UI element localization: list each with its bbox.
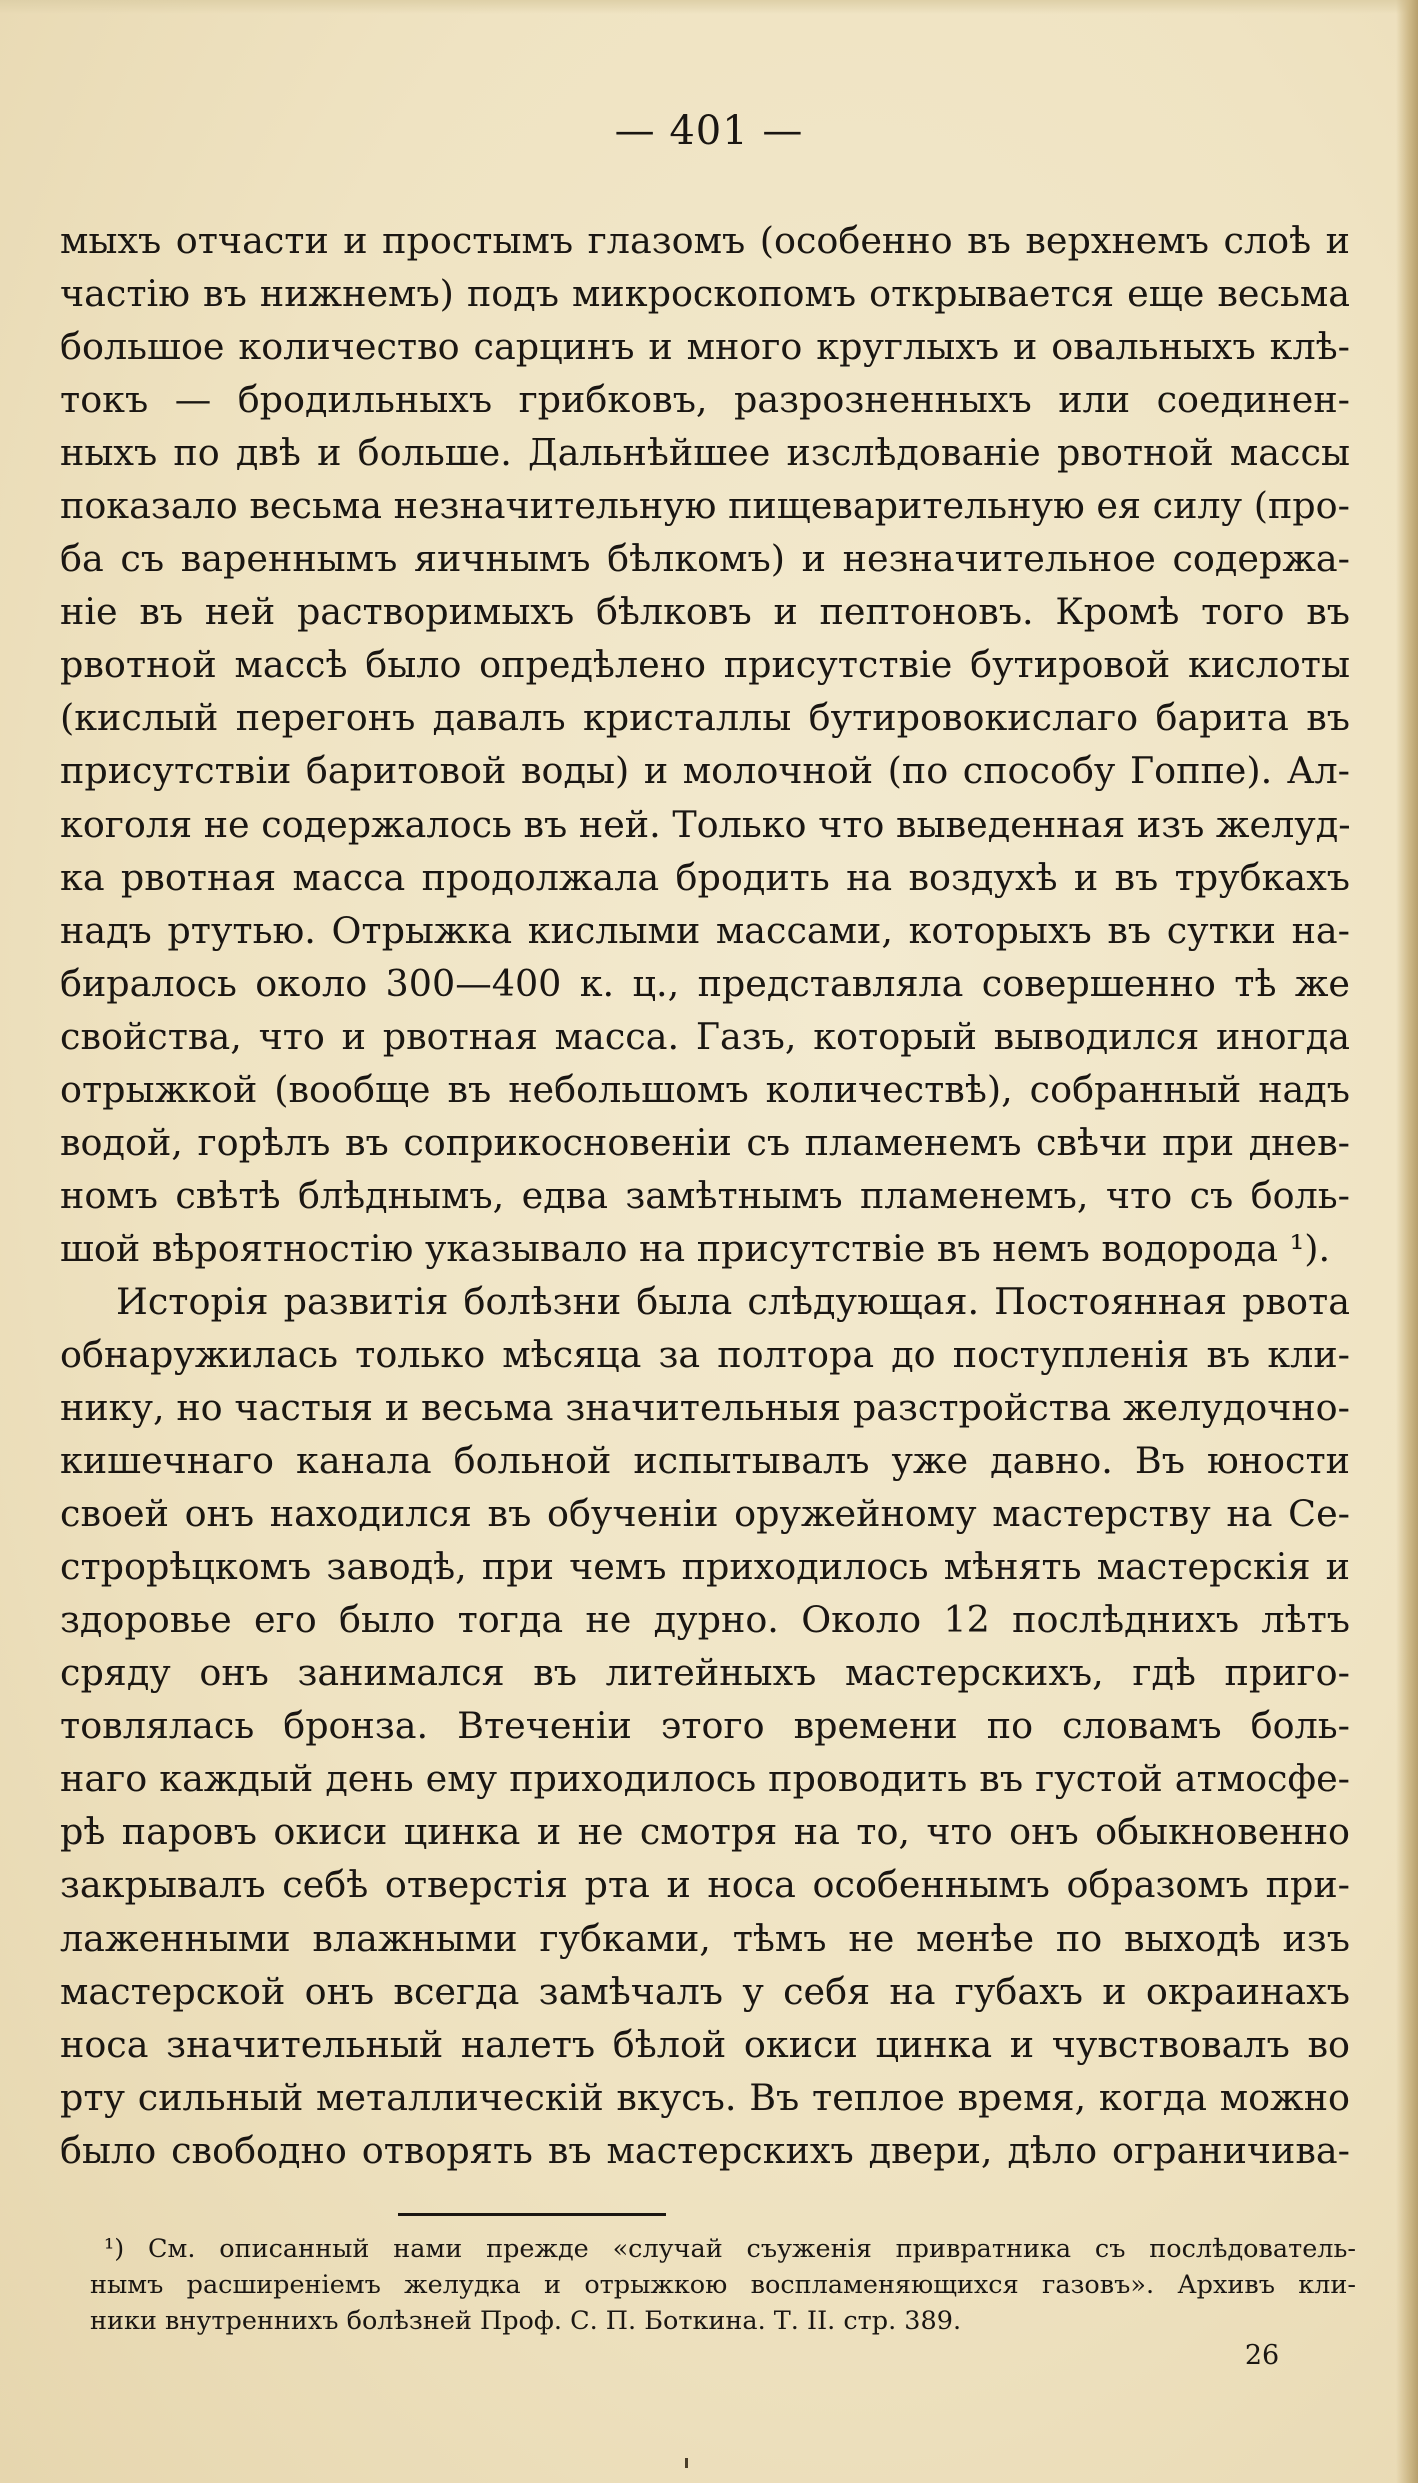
text-line: рѣ паровъ окиси цинка и не смотря на то, что онъ обыкновенно <box>60 1810 1350 1854</box>
footnote-line: ¹) См. описанный нами прежде «случай съуженія привратника съ послѣдователь- <box>104 2234 1356 2264</box>
text-line: лаженными влажными губками, тѣмъ не менѣе по выходѣ изъ <box>60 1916 1350 1960</box>
text-line: биралось около 300—400 к. ц., представляла совершенно тѣ же <box>60 961 1350 1005</box>
text-line: коголя не содержалось въ ней. Только что выведенная изъ желуд- <box>60 802 1351 846</box>
text-line: присутствіи баритовой воды) и молочной (по способу Гоппе). Ал- <box>60 749 1350 793</box>
text-line: свойства, что и рвотная масса. Газъ, который выводился иногда <box>60 1014 1350 1058</box>
text-line: товлялась бронза. Втеченіи этого времени по словамъ боль- <box>60 1704 1350 1748</box>
text-line: надъ ртутью. Отрыжка кислыми массами, которыхъ въ сутки на- <box>60 908 1350 952</box>
text-line: закрывалъ себѣ отверстія рта и носа особеннымъ образомъ при- <box>60 1863 1350 1907</box>
footnote-line: ники внутреннихъ болѣзней Проф. С. П. Боткина. Т. II. стр. 389. <box>90 2306 962 2336</box>
text-line: ка рвотная масса продолжала бродить на воздухѣ и въ трубкахъ <box>60 855 1350 899</box>
text-line: отрыжкой (вообще въ небольшомъ количествѣ), собранный надъ <box>60 1067 1350 1111</box>
text-line: (кислый перегонъ давалъ кристаллы бутировокислаго барита въ <box>60 696 1350 740</box>
text-line: ба съ вареннымъ яичнымъ бѣлкомъ) и незначительное содержа- <box>60 537 1350 581</box>
text-line: мастерской онъ всегда замѣчалъ у себя на губахъ и окраинахъ <box>60 1969 1350 2013</box>
text-line: мыхъ отчасти и простымъ глазомъ (особенно въ верхнемъ слоѣ и <box>60 219 1350 262</box>
footnote-line: нымъ расширеніемъ желудка и отрыжкою воспламеняющихся газовъ». Архивъ кли- <box>90 2270 1356 2300</box>
text-line: рту сильный металлическій вкусъ. Въ теплое время, когда можно <box>60 2075 1350 2119</box>
footnotes <box>90 2231 1356 2339</box>
text-line: ніе въ ней растворимыхъ бѣлковъ и пептоновъ. Кромѣ того въ <box>60 590 1350 634</box>
page-binding-edge <box>1396 0 1418 2483</box>
text-line: строрѣцкомъ заводѣ, при чемъ приходилось мѣнять мастерскія и <box>60 1545 1350 1589</box>
text-line: сряду онъ занимался въ литейныхъ мастерскихъ, гдѣ приго- <box>60 1651 1350 1695</box>
signature-mark: 26 <box>1244 2340 1280 2371</box>
text-line: нику, но частыя и весьма значительныя разстройства желудочно- <box>60 1386 1350 1430</box>
text-line: рвотной массѣ было опредѣлено присутствіе бутировой кислоты <box>60 643 1350 687</box>
body-text <box>60 214 1350 2177</box>
text-line: ныхъ по двѣ и больше. Дальнѣйшее изслѣдованіе рвотной массы <box>60 431 1350 475</box>
text-line: водой, горѣлъ въ соприкосновеніи съ пламенемъ свѣчи при днев- <box>60 1120 1350 1164</box>
text-line: номъ свѣтѣ блѣднымъ, едва замѣтнымъ пламенемъ, что съ боль- <box>60 1173 1350 1217</box>
text-line: шой вѣроятностію указывало на присутствіе въ немъ водорода ¹). <box>60 1226 1331 1270</box>
text-line: было свободно отворять въ мастерскихъ двери, дѣло ограничива- <box>60 2128 1350 2172</box>
text-line: своей онъ находился въ обученіи оружейному мастерству на Се- <box>60 1492 1350 1536</box>
text-line: кишечнаго канала больной испытывалъ уже давно. Въ юности <box>60 1439 1350 1483</box>
text-line: большое количество сарцинъ и много круглыхъ и овальныхъ клѣ- <box>60 325 1350 369</box>
page-top-edge <box>0 0 1418 14</box>
text-line: частію въ нижнемъ) подъ микроскопомъ открывается еще весьма <box>60 272 1350 316</box>
text-line: обнаружилась только мѣсяца за полтора до поступленія въ кли- <box>60 1332 1350 1376</box>
text-line: токъ — бродильныхъ грибковъ, разрозненныхъ или соединен- <box>60 378 1350 422</box>
print-speck <box>685 2458 688 2468</box>
text-line: Исторія развитія болѣзни была слѣдующая. Постоянная рвота <box>116 1279 1350 1323</box>
text-line: носа значительный налетъ бѣлой окиси цинка и чувствовалъ во <box>60 2022 1350 2066</box>
text-line: здоровье его было тогда не дурно. Около 12 послѣднихъ лѣтъ <box>60 1598 1350 1642</box>
footnote-divider <box>398 2213 666 2216</box>
text-line: наго каждый день ему приходилось проводить въ густой атмосфе- <box>60 1757 1350 1801</box>
text-line: показало весьма незначительную пищеварительную ея силу (про- <box>60 484 1350 528</box>
page-number: — 401 — <box>614 108 804 154</box>
